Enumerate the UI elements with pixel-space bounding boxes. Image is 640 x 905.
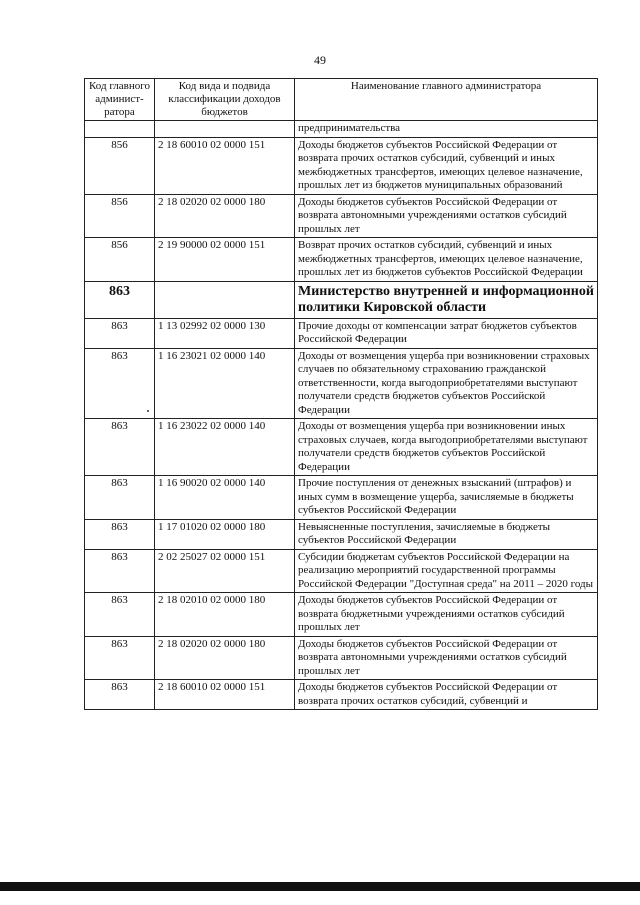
- header-revenue-code: Код вида и подвида классификации доходов бюджетов: [155, 79, 295, 121]
- revenue-code-cell: 1 17 01020 02 0000 180: [155, 519, 295, 549]
- table-row: [85, 121, 598, 138]
- admin-name-cell: Доходы от возмещения ущерба при возникновении страховых случаев по обязательному страхованию гражданской ответственности, когда выгодоприобретателями выступают получатели средств бюджетов субъектов Российской Федерации: [295, 348, 598, 419]
- admin-name-cell: Прочие поступления от денежных взысканий (штрафов) и иных сумм в возмещение ущерба, зачисляемые в бюджеты субъектов Российской Федерации: [295, 476, 598, 520]
- admin-code-cell: 863: [85, 419, 155, 476]
- revenue-administrators-table: [84, 78, 598, 710]
- admin-name-cell: Доходы бюджетов субъектов Российской Федерации от возврата прочих остатков субсидий, субвенций и: [295, 680, 598, 710]
- admin-name-cell: Доходы от возмещения ущерба при возникновении иных страховых случаев, когда выгодоприобретателями выступают получатели средств бюджетов субъектов Российской Федерации: [295, 419, 598, 476]
- revenue-code-cell: 2 18 60010 02 0000 151: [155, 137, 295, 194]
- admin-code-cell: 863: [85, 549, 155, 593]
- scan-edge-bar: [0, 882, 640, 891]
- admin-code-cell: 856: [85, 238, 155, 282]
- admin-code-cell: 863: [85, 476, 155, 520]
- page-number: 49: [314, 53, 326, 67]
- table-row: [85, 476, 598, 520]
- revenue-code-cell: [155, 121, 295, 138]
- admin-code-cell: 856: [85, 194, 155, 238]
- table-row: [85, 680, 598, 710]
- admin-name-cell: Возврат прочих остатков субсидий, субвенций и иных межбюджетных трансфертов, имеющих целевое назначение, прошлых лет из бюджетов субъектов Российской Федерации: [295, 238, 598, 282]
- table-row: [85, 348, 598, 419]
- admin-name-cell: Доходы бюджетов субъектов Российской Федерации от возврата прочих остатков субсидий, субвенций и иных межбюджетных трансфертов, имеющих целевое назначение, прошлых лет из бюджетов муниципальных образований: [295, 137, 598, 194]
- revenue-code-cell: 2 18 60010 02 0000 151: [155, 680, 295, 710]
- admin-code-cell: 863: [85, 636, 155, 680]
- table-row: [85, 194, 598, 238]
- admin-name-cell: Доходы бюджетов субъектов Российской Федерации от возврата автономными учреждениями остатков субсидий прошлых лет: [295, 194, 598, 238]
- admin-code-cell: 863: [85, 519, 155, 549]
- header-admin-name: Наименование главного администратора: [295, 79, 598, 121]
- admin-code-cell: 863: [85, 680, 155, 710]
- admin-name-cell: Доходы бюджетов субъектов Российской Федерации от возврата бюджетными учреждениями остатков субсидий прошлых лет: [295, 593, 598, 637]
- table-row: [85, 419, 598, 476]
- admin-code-cell: [85, 121, 155, 138]
- header-admin-code: Код главного админист-ратора: [85, 79, 155, 121]
- revenue-code-cell: 2 18 02010 02 0000 180: [155, 593, 295, 637]
- table-row: [85, 238, 598, 282]
- revenue-code-cell: 1 16 90020 02 0000 140: [155, 476, 295, 520]
- table-row: [85, 318, 598, 348]
- admin-name-cell: Субсидии бюджетам субъектов Российской Федерации на реализацию мероприятий государственной программы Российской Федерации "Доступная среда" на 2011 – 2020 годы: [295, 549, 598, 593]
- revenue-code-cell: 2 18 02020 02 0000 180: [155, 636, 295, 680]
- table-header-row: [85, 79, 598, 121]
- table-row: [85, 593, 598, 637]
- admin-code-cell: 863: [85, 593, 155, 637]
- revenue-code-cell: 2 18 02020 02 0000 180: [155, 194, 295, 238]
- table-row: [85, 636, 598, 680]
- admin-name-cell: предпринимательства: [295, 121, 598, 138]
- admin-code-cell: 863: [85, 281, 155, 318]
- revenue-code-cell: 2 19 90000 02 0000 151: [155, 238, 295, 282]
- revenue-code-cell: [155, 281, 295, 318]
- revenue-code-cell: 1 16 23022 02 0000 140: [155, 419, 295, 476]
- admin-name-cell: Невыясненные поступления, зачисляемые в бюджеты субъектов Российской Федерации: [295, 519, 598, 549]
- administrator-heading-row: [85, 281, 598, 318]
- admin-name-cell: Прочие доходы от компенсации затрат бюджетов субъектов Российской Федерации: [295, 318, 598, 348]
- admin-name-cell: Министерство внутренней и информационной политики Кировской области: [295, 281, 598, 318]
- revenue-code-cell: 1 16 23021 02 0000 140: [155, 348, 295, 419]
- table-row: [85, 549, 598, 593]
- scan-speck: [147, 410, 149, 412]
- revenue-code-cell: 2 02 25027 02 0000 151: [155, 549, 295, 593]
- revenue-code-cell: 1 13 02992 02 0000 130: [155, 318, 295, 348]
- table-row: [85, 137, 598, 194]
- admin-code-cell: 863: [85, 318, 155, 348]
- admin-code-cell: 856: [85, 137, 155, 194]
- admin-name-cell: Доходы бюджетов субъектов Российской Федерации от возврата автономными учреждениями остатков субсидий прошлых лет: [295, 636, 598, 680]
- table-row: [85, 519, 598, 549]
- admin-code-cell: 863: [85, 348, 155, 419]
